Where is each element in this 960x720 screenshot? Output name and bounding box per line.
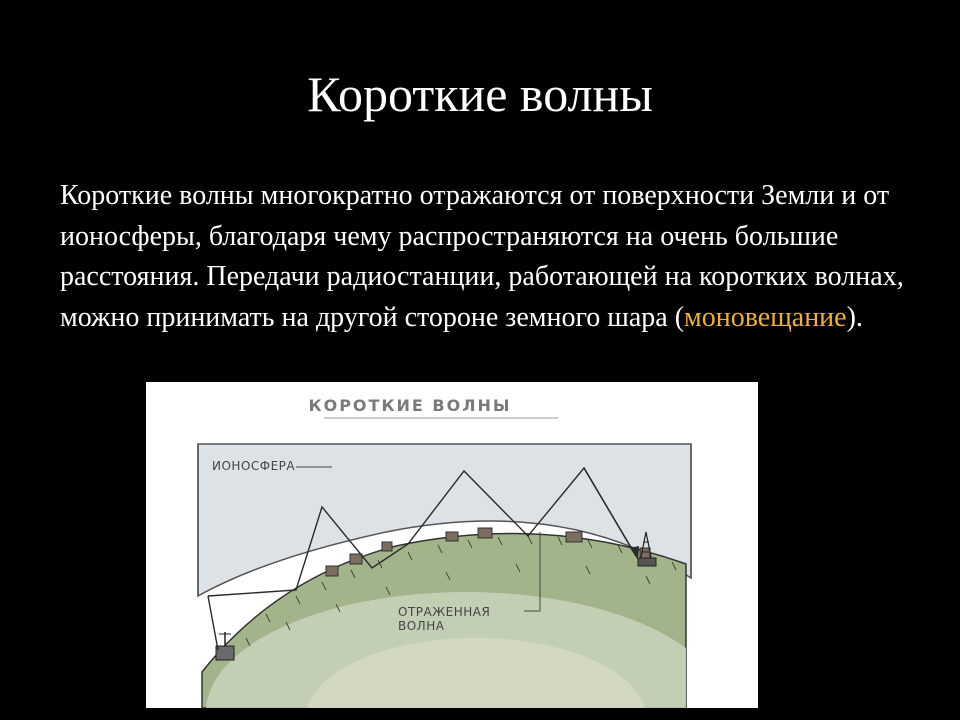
body-text-end: ). [846,301,863,333]
diagram-caption: КОРОТКИЕ ВОЛНЫ [308,396,512,415]
shortwave-diagram [146,382,758,708]
body-text-main: Короткие волны многократно отражаются от поверхности Земли и от ионосферы, благодаря чему распространяются на очень большие расстояния. Передачи радиостанции, работающей на коротких волнах, можно принимать на другой стороне земного шара ( [60,180,904,333]
wave-path-start [208,596,218,650]
slide-title: Короткие волны [307,66,653,122]
label-ionosphere: ИОНОСФЕРА [212,459,296,473]
label-reflected-wave-line2: ВОЛНА [398,619,445,633]
shortwave-diagram-svg [146,382,758,708]
body-highlight-term: моновещание [684,301,847,333]
label-reflected-wave-line1: ОТРАЖЕННАЯ [398,605,491,619]
transmitter-icon [216,632,234,660]
slide-body-text [60,176,910,338]
